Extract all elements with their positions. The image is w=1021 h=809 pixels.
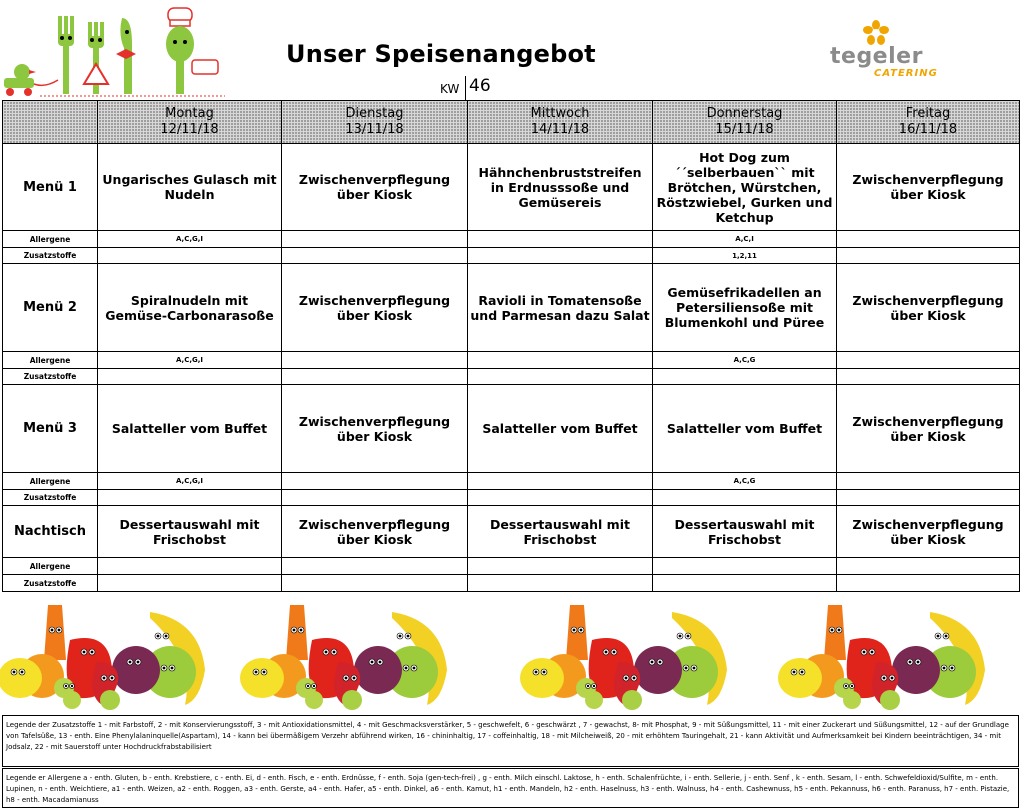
- dish-cell: Salatteller vom Buffet: [653, 385, 837, 473]
- allergene-label: Allergene: [3, 231, 98, 248]
- calendar-week-number: 46: [469, 76, 491, 96]
- allergene-value: A,C,G: [653, 352, 837, 369]
- day-header-wednesday: [468, 101, 653, 144]
- legend-allergene: [2, 768, 1019, 808]
- dish-cell: Ungarisches Gulasch mit Nudeln: [98, 144, 282, 231]
- zusatzstoffe-value: [837, 369, 1020, 385]
- zusatzstoffe-value: [837, 490, 1020, 506]
- allergene-value: [282, 231, 468, 248]
- day-date: 12/11/18: [160, 122, 219, 137]
- allergene-value: [468, 473, 653, 490]
- zusatzstoffe-row: [3, 248, 1020, 264]
- allergene-row: [3, 558, 1020, 575]
- dish-cell: Gemüsefrikadellen an Petersiliensoße mit Blumenkohl und Püree: [653, 264, 837, 352]
- zusatzstoffe-value: [468, 490, 653, 506]
- menu-row: [3, 506, 1020, 558]
- zusatzstoffe-value: [837, 575, 1020, 592]
- brand-name: tegeler: [830, 44, 923, 69]
- flower-icon: [862, 20, 890, 46]
- zusatzstoffe-label: Zusatzstoffe: [3, 575, 98, 592]
- dish-cell: Zwischenverpflegung über Kiosk: [282, 144, 468, 231]
- zusatzstoffe-value: [282, 248, 468, 264]
- dish-cell: Dessertauswahl mit Frischobst: [468, 506, 653, 558]
- allergene-value: [837, 352, 1020, 369]
- allergene-value: [282, 352, 468, 369]
- legend-allergene-text: Legende er Allergene a - enth. Gluten, b - enth. Krebstiere, c - enth. Ei, d - enth. Fisch, e - enth. Erdnüsse, f - enth. Soja (gen-tech-frei) , g - enth. Milch einschl. Laktose, h - enth. Schalenfrüchte, i - enth. Sellerie, j - enth. Senf , k - enth. Sesam, l - enth. Schwefeldioxid/Sulfite, m - enth. Lupinen, n - enth. Weichtiere, a1 - enth. Weizen, a2 - enth. Roggen, a3 - enth. Gerste, a4 - enth. Hafer, a5 - enth. Dinkel, a6 - enth. Kamut, h1 - enth. Mandeln, h2 - enth. Haselnuss, h3 - enth. Walnuss, h4 - enth. Cashewnuss, h5 - enth. Pekannuss, h6 - enth. Paranuss, h7 - enth. Pistazie, h8 - enth. Macadamianuss: [6, 774, 1010, 804]
- zusatzstoffe-value: [468, 248, 653, 264]
- allergene-value: [468, 352, 653, 369]
- allergene-value: [282, 558, 468, 575]
- day-date: 14/11/18: [530, 122, 590, 137]
- brand-subtitle: CATERING: [874, 68, 938, 79]
- brand-logo: [830, 20, 950, 80]
- allergene-value: A,C,I: [653, 231, 837, 248]
- zusatzstoffe-value: [653, 490, 837, 506]
- fruit-group-3: [520, 605, 727, 710]
- allergene-value: [837, 558, 1020, 575]
- day-name: Donnerstag: [706, 106, 783, 121]
- dish-cell: Zwischenverpflegung über Kiosk: [837, 144, 1020, 231]
- allergene-label: Allergene: [3, 352, 98, 369]
- allergene-value: A,C,G,I: [98, 473, 282, 490]
- menu-row: [3, 264, 1020, 352]
- zusatzstoffe-value: 1,2,11: [653, 248, 837, 264]
- menu-row: [3, 385, 1020, 473]
- dish-cell: Zwischenverpflegung über Kiosk: [837, 264, 1020, 352]
- allergene-value: [282, 473, 468, 490]
- zusatzstoffe-row: [3, 369, 1020, 385]
- zusatzstoffe-label: Zusatzstoffe: [3, 369, 98, 385]
- page-header: [0, 0, 1021, 100]
- duck-toy-icon: [4, 64, 58, 96]
- fork-mascot-icon: [58, 16, 74, 94]
- menu-table: [2, 100, 1020, 592]
- allergene-value: [653, 558, 837, 575]
- allergene-label: Allergene: [3, 473, 98, 490]
- spoon-chef-mascot-icon: [166, 8, 218, 94]
- allergene-value: [468, 231, 653, 248]
- allergene-value: A,C,G: [653, 473, 837, 490]
- day-header-monday: [98, 101, 282, 144]
- zusatzstoffe-value: [98, 369, 282, 385]
- dish-cell: Salatteller vom Buffet: [98, 385, 282, 473]
- day-header-row: [3, 101, 1020, 144]
- knife-mascot-icon: [116, 18, 136, 94]
- allergene-value: [837, 231, 1020, 248]
- fruit-group-2: [240, 605, 447, 710]
- cutlery-mascot-logo: [0, 4, 230, 98]
- zusatzstoffe-label: Zusatzstoffe: [3, 248, 98, 264]
- fork-mascot-icon-2: [84, 22, 108, 94]
- day-name: Montag: [165, 106, 214, 121]
- zusatzstoffe-value: [468, 575, 653, 592]
- fruit-group-1: [0, 605, 205, 710]
- zusatzstoffe-row: [3, 575, 1020, 592]
- dish-cell: Zwischenverpflegung über Kiosk: [282, 385, 468, 473]
- zusatzstoffe-value: [282, 490, 468, 506]
- menu-label: Menü 2: [3, 264, 98, 352]
- day-header-thursday: [653, 101, 837, 144]
- day-name: Freitag: [905, 106, 951, 121]
- zusatzstoffe-row: [3, 490, 1020, 506]
- zusatzstoffe-value: [468, 369, 653, 385]
- day-date: 15/11/18: [715, 122, 774, 137]
- dish-cell: Hähnchenbruststreifen in Erdnusssoße und Gemüsereis: [468, 144, 653, 231]
- menu-label: Nachtisch: [3, 506, 98, 558]
- menu-label: Menü 1: [3, 144, 98, 231]
- legend-zusatzstoffe: [2, 715, 1019, 767]
- dish-cell: Hot Dog zum ´´selberbauen`` mit Brötchen, Würstchen, Röstzwiebel, Gurken und Ketchup: [653, 144, 837, 231]
- zusatzstoffe-value: [98, 248, 282, 264]
- zusatzstoffe-value: [653, 575, 837, 592]
- legend-zusatzstoffe-text: Legende der Zusatzstoffe 1 - mit Farbstoff, 2 - mit Konservierungsstoff, 3 - mit Antioxidationsmittel, 4 - mit Geschmacksverstärker, 5 - geschwefelt, 6 - geschwärzt , 7 - gewachst, 8- mit Phosphat, 9 - mit Süßungsmittel, 11 - mit einer Zuckerart und Süßungsmittel, 12 - auf der Grundlage von Tafelsüße, 13 - enth. Eine Phenylalaninquelle(Aspartam), 14 - kann bei übermäßigem Verzehr abführend wirken, 16 - chininhaltig, 17 - coffeinhaltig, 18 - mit Milcheiweiß, 20 - mit erhöhtem Tauringehalt, 21 - kann Aktivität und Aufmerksamkeit bei Kindern beeinträchtigen, 34 - mit Jodsalz, 22 - mit Sauerstoff unter Hochdruckfrabstabilisiert: [6, 721, 1009, 751]
- menu-table-body: [3, 101, 1020, 592]
- allergene-value: A,C,G,I: [98, 352, 282, 369]
- dish-cell: Zwischenverpflegung über Kiosk: [837, 385, 1020, 473]
- zusatzstoffe-value: [98, 575, 282, 592]
- calendar-week-label: KW: [440, 82, 460, 96]
- allergene-row: [3, 473, 1020, 490]
- dish-cell: Spiralnudeln mit Gemüse-Carbonarasoße: [98, 264, 282, 352]
- dish-cell: Dessertauswahl mit Frischobst: [653, 506, 837, 558]
- dish-cell: Salatteller vom Buffet: [468, 385, 653, 473]
- menu-row: [3, 144, 1020, 231]
- day-date: 13/11/18: [345, 122, 404, 137]
- day-name: Dienstag: [345, 106, 404, 121]
- day-date: 16/11/18: [898, 122, 958, 137]
- menu-label: Menü 3: [3, 385, 98, 473]
- corner-cell: [3, 101, 98, 144]
- zusatzstoffe-value: [282, 369, 468, 385]
- dish-cell: Dessertauswahl mit Frischobst: [98, 506, 282, 558]
- zusatzstoffe-value: [837, 248, 1020, 264]
- allergene-value: [837, 473, 1020, 490]
- dish-cell: Zwischenverpflegung über Kiosk: [282, 506, 468, 558]
- day-header-friday: [837, 101, 1020, 144]
- zusatzstoffe-value: [98, 490, 282, 506]
- day-name: Mittwoch: [530, 106, 590, 121]
- page-title: Unser Speisenangebot: [286, 40, 596, 68]
- zusatzstoffe-value: [653, 369, 837, 385]
- allergene-row: [3, 352, 1020, 369]
- calendar-week-divider: [465, 76, 466, 100]
- zusatzstoffe-label: Zusatzstoffe: [3, 490, 98, 506]
- dish-cell: Zwischenverpflegung über Kiosk: [282, 264, 468, 352]
- zusatzstoffe-value: [282, 575, 468, 592]
- dish-cell: Ravioli in Tomatensoße und Parmesan dazu Salat: [468, 264, 653, 352]
- day-header-tuesday: [282, 101, 468, 144]
- allergene-value: A,C,G,I: [98, 231, 282, 248]
- dish-cell: Zwischenverpflegung über Kiosk: [837, 506, 1020, 558]
- allergene-row: [3, 231, 1020, 248]
- allergene-value: [468, 558, 653, 575]
- fruit-group-4: [778, 605, 985, 710]
- allergene-label: Allergene: [3, 558, 98, 575]
- allergene-value: [98, 558, 282, 575]
- fruit-illustration-strip: [0, 600, 1021, 712]
